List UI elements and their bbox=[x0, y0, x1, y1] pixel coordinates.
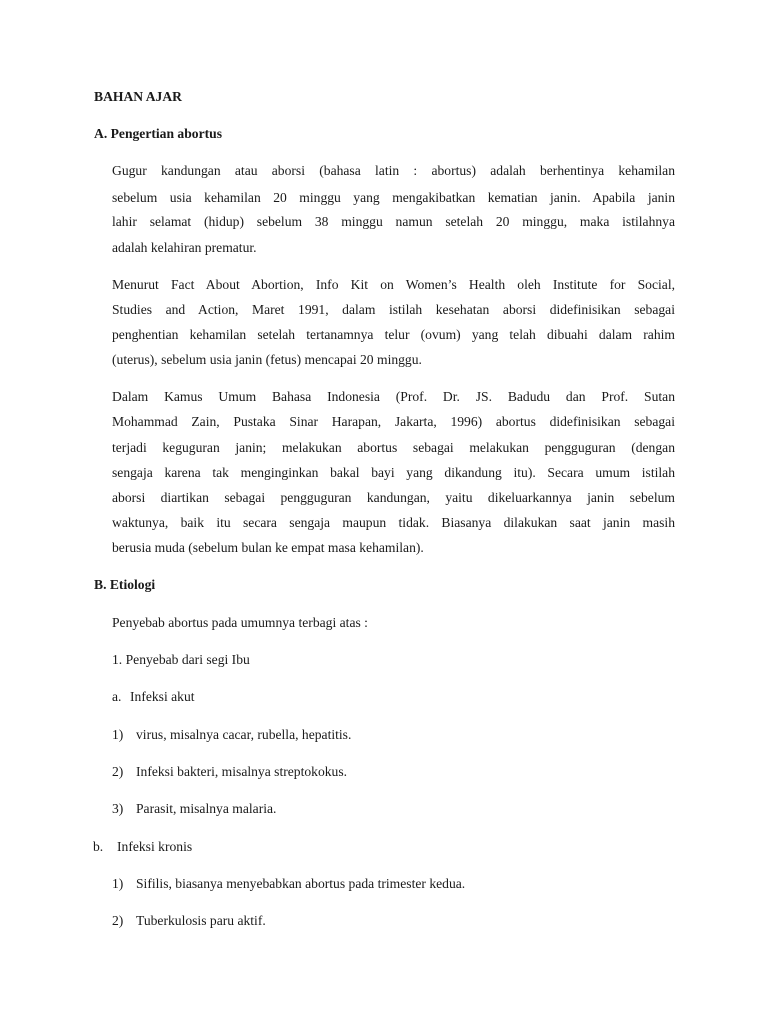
list-item-text: virus, misalnya cacar, rubella, hepatitis. bbox=[136, 727, 352, 742]
paragraph-line: Gugur kandungan atau aborsi (bahasa latin : abortus) adalah berhentinya kehamilan bbox=[112, 163, 675, 178]
paragraph-line: penghentian kehamilan setelah tertanamnya telur (ovum) yang telah dibuahi dalam rahim bbox=[112, 327, 675, 342]
list-marker: 1. bbox=[112, 652, 123, 667]
list-marker: a. bbox=[112, 689, 122, 704]
paragraph-line: berusia muda (sebelum bulan ke empat masa kehamilan). bbox=[112, 540, 424, 555]
paragraph-line: sebelum usia kehamilan 20 minggu yang mengakibatkan kematian janin. Apabila janin bbox=[112, 190, 675, 205]
document-title: BAHAN AJAR bbox=[94, 89, 182, 104]
section-a-heading: A. Pengertian abortus bbox=[94, 126, 222, 141]
paragraph-line: terjadi keguguran janin; melakukan abortus sebagai melakukan pengguguran (dengan bbox=[112, 440, 675, 455]
list-marker: 2) bbox=[112, 764, 124, 779]
list-item bbox=[112, 876, 465, 892]
list-item bbox=[112, 801, 276, 817]
paragraph-line: Menurut Fact About Abortion, Info Kit on Women’s Health oleh Institute for Social, bbox=[112, 277, 675, 292]
list-item bbox=[112, 764, 347, 780]
paragraph-line: sengaja karena tak menginginkan bakal bayi yang dikandung itu). Secara umum istilah bbox=[112, 465, 675, 480]
paragraph-line: (uterus), sebelum usia janin (fetus) mencapai 20 minggu. bbox=[112, 352, 422, 367]
list-item bbox=[112, 913, 266, 929]
paragraph-line: aborsi diartikan sebagai pengguguran kandungan, yaitu dikeluarkannya janin sebelum bbox=[112, 490, 675, 505]
sub-item-label: Infeksi kronis bbox=[117, 839, 193, 854]
sub-item-a bbox=[112, 689, 195, 705]
paragraph-line: Studies and Action, Maret 1991, dalam istilah kesehatan aborsi didefinisikan sebagai bbox=[112, 302, 675, 317]
list-item-text: Sifilis, biasanya menyebabkan abortus pada trimester kedua. bbox=[136, 876, 466, 891]
list-item-text: Infeksi bakteri, misalnya streptokokus. bbox=[136, 764, 348, 779]
list-item-text: Tuberkulosis paru aktif. bbox=[136, 913, 266, 928]
paragraph-line: lahir selamat (hidup) sebelum 38 minggu namun setelah 20 minggu, maka istilahnya bbox=[112, 214, 675, 229]
list-marker: b. bbox=[93, 839, 104, 854]
sub-item-label: Infeksi akut bbox=[130, 689, 195, 704]
list-marker: 3) bbox=[112, 801, 124, 816]
cause-label: Penyebab dari segi Ibu bbox=[125, 652, 250, 667]
paragraph-line: waktunya, baik itu secara sengaja maupun tidak. Biasanya dilakukan saat janin masih bbox=[112, 515, 675, 530]
sub-item-b bbox=[93, 839, 192, 855]
section-b-heading: B. Etiologi bbox=[94, 577, 156, 592]
list-item-text: Parasit, misalnya malaria. bbox=[136, 801, 277, 816]
etiology-intro: Penyebab abortus pada umumnya terbagi atas : bbox=[112, 615, 368, 630]
list-marker: 2) bbox=[112, 913, 124, 928]
list-marker: 1) bbox=[112, 727, 124, 742]
list-marker: 1) bbox=[112, 876, 124, 891]
cause-item-1 bbox=[112, 652, 250, 668]
list-item bbox=[112, 727, 351, 743]
paragraph-line: adalah kelahiran prematur. bbox=[112, 240, 257, 255]
paragraph-line: Mohammad Zain, Pustaka Sinar Harapan, Jakarta, 1996) abortus didefinisikan sebagai bbox=[112, 414, 675, 429]
paragraph-line: Dalam Kamus Umum Bahasa Indonesia (Prof. Dr. JS. Badudu dan Prof. Sutan bbox=[112, 389, 675, 404]
